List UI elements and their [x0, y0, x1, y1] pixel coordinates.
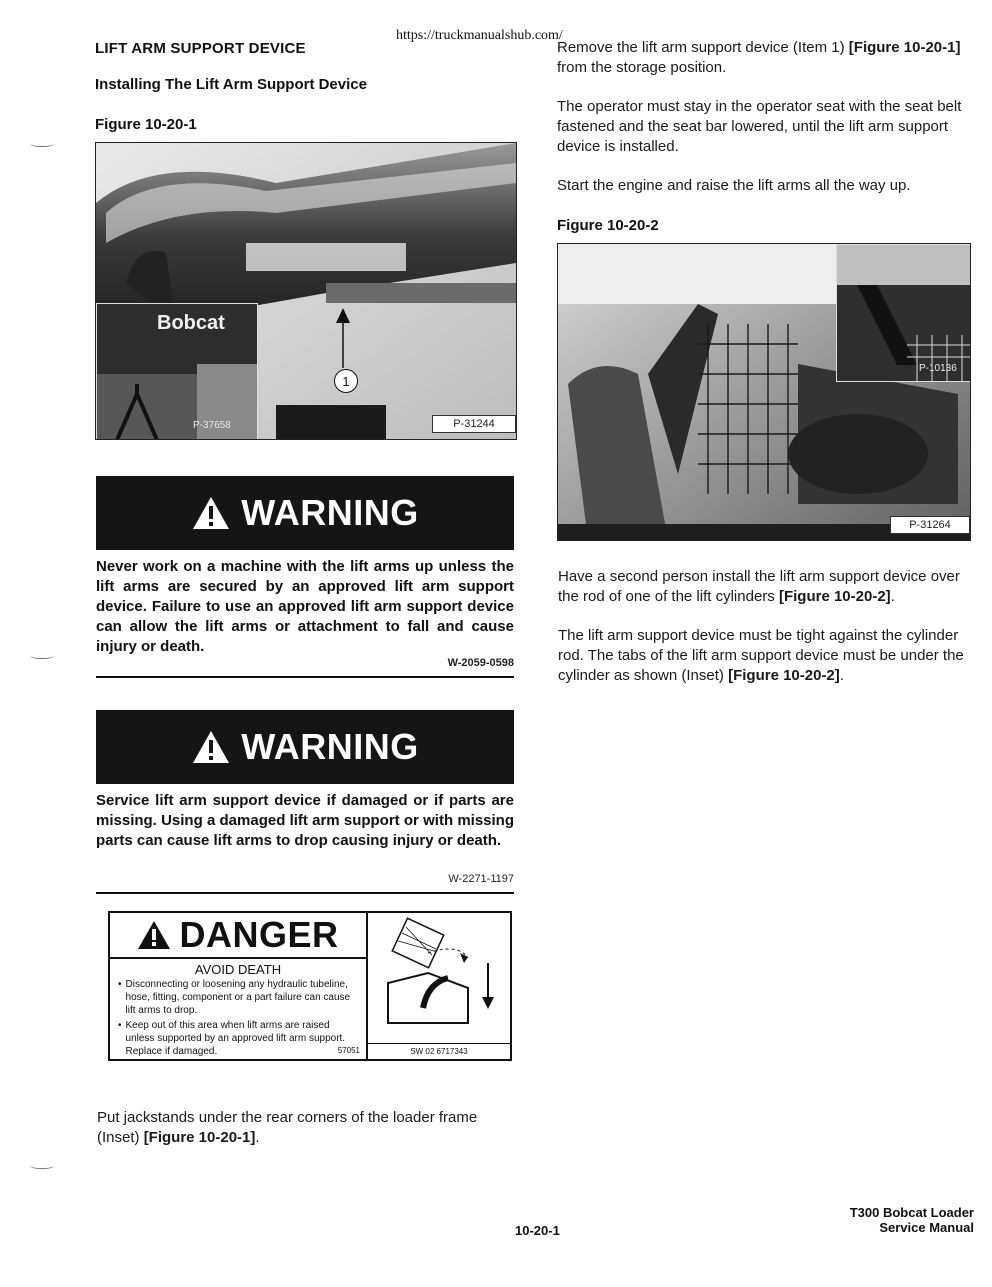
figure-2-photo-id: P-31264: [890, 516, 970, 534]
danger-body: [110, 959, 366, 1062]
jackstands-paragraph: [97, 1108, 519, 1148]
figure-2-caption: Figure 10-20-2: [557, 217, 659, 234]
danger-subtitle: AVOID DEATH: [194, 962, 282, 977]
subsection-title: Installing The Lift Arm Support Device: [95, 76, 367, 93]
paragraph-second-person: [558, 567, 972, 607]
danger-title: DANGER: [179, 914, 339, 955]
warning-1-banner: [96, 476, 514, 550]
danger-bullet-1-text: Disconnecting or loosening any hydraulic tubeline, hose, fitting, component or a part failure can cause lift arms to drop.: [125, 979, 351, 1016]
warning-2-code: W-2271-1197: [448, 873, 514, 885]
figure-1-caption: Figure 10-20-1: [95, 116, 197, 133]
figure-1-photo-id: P-31244: [432, 415, 516, 433]
danger-decal: [108, 911, 368, 1061]
figure-1-photo: [95, 142, 517, 440]
danger-title-bar: [110, 913, 366, 959]
manual-title: [850, 1205, 974, 1235]
bobcat-logo-text: Bobcat: [157, 312, 225, 334]
figure-2-photo: [557, 243, 971, 541]
danger-bullet-1: [118, 978, 358, 1017]
danger-triangle-icon: [137, 920, 171, 950]
danger-code-right: SW 02 6717343: [368, 1043, 510, 1059]
margin-mark: [30, 1160, 54, 1169]
warning-triangle-icon: [191, 729, 231, 765]
danger-decal-pictogram: [366, 911, 512, 1061]
warning-triangle-icon: [191, 495, 231, 531]
p4-end: .: [890, 588, 895, 605]
jackstands-figure-ref: [Figure 10-20-1]: [143, 1129, 256, 1146]
bullet-icon: •: [118, 1020, 122, 1031]
divider: [96, 676, 514, 678]
warning-2-text: Service lift arm support device if damaged or if parts are missing. Using a damaged lift arm support or with missing parts can cause lift arms to drop causing injury or death.: [96, 792, 514, 849]
p4-figure-ref: [Figure 10-20-2]: [778, 588, 891, 605]
p5-figure-ref: [Figure 10-20-2]: [728, 667, 840, 684]
p1-end: from the storage position.: [557, 59, 727, 76]
p5-end: .: [839, 667, 844, 684]
jackstands-end: .: [255, 1129, 260, 1146]
manual-title-line-1: T300 Bobcat Loader: [849, 1205, 974, 1220]
figure-1-inset-id: P-37658: [193, 420, 231, 431]
warning-1-code: W-2059-0598: [447, 657, 514, 669]
margin-mark: [30, 138, 54, 147]
loader-pictogram-icon: [368, 913, 510, 1041]
bullet-icon: •: [118, 979, 122, 990]
warning-2-title: WARNING: [241, 726, 419, 767]
manual-title-line-2: Service Manual: [879, 1220, 974, 1235]
inset-illustration: [837, 245, 971, 381]
paragraph-operator-seat: The operator must stay in the operator seat with the seat belt fastened and the seat bar lowered, until the lift arm support device is installed.: [557, 98, 962, 155]
p1-figure-ref: [Figure 10-20-1]: [848, 39, 961, 56]
danger-bullet-2-text: Keep out of this area when lift arms are raised unless supported by an approved lift arm support. Replace if damaged.: [125, 1020, 346, 1057]
section-title: LIFT ARM SUPPORT DEVICE: [95, 40, 306, 57]
p4-text: Have a second person install the lift arm support device over the rod of one of the lift cylinders: [558, 568, 960, 605]
watermark-url: https://truckmanualshub.com/: [396, 28, 563, 43]
callout-item-1: 1: [334, 369, 358, 393]
danger-bullet-2: [118, 1019, 358, 1058]
figure-2-inset: [836, 244, 971, 382]
paragraph-start-engine: Start the engine and raise the lift arms all the way up.: [557, 177, 911, 194]
warning-2-banner: [96, 710, 514, 784]
jackstands-text: Put jackstands under the rear corners of the loader frame (Inset): [97, 1109, 478, 1146]
divider: [96, 892, 514, 894]
page-number: 10-20-1: [515, 1223, 560, 1238]
p1-text: Remove the lift arm support device (Item 1): [557, 39, 845, 56]
figure-1-inset: [96, 303, 258, 440]
paragraph-tight-against-rod: [558, 626, 972, 686]
figure-2-inset-id: P-10136: [919, 363, 957, 374]
margin-mark: [30, 650, 54, 659]
p5-text: The lift arm support device must be tight against the cylinder rod. The tabs of the lift arm support device must be under the cylinder as shown (Inset): [558, 627, 964, 684]
warning-1-text: Never work on a machine with the lift arms up unless the lift arms are secured by an approved lift arm support device. Failure to use an approved lift arm support device can allow the lift arms or attachment to fall and cause injury or death.: [96, 558, 514, 655]
danger-code-left: 57051: [337, 1046, 360, 1055]
paragraph-remove-device: [557, 38, 973, 78]
warning-1-title: WARNING: [241, 492, 419, 533]
